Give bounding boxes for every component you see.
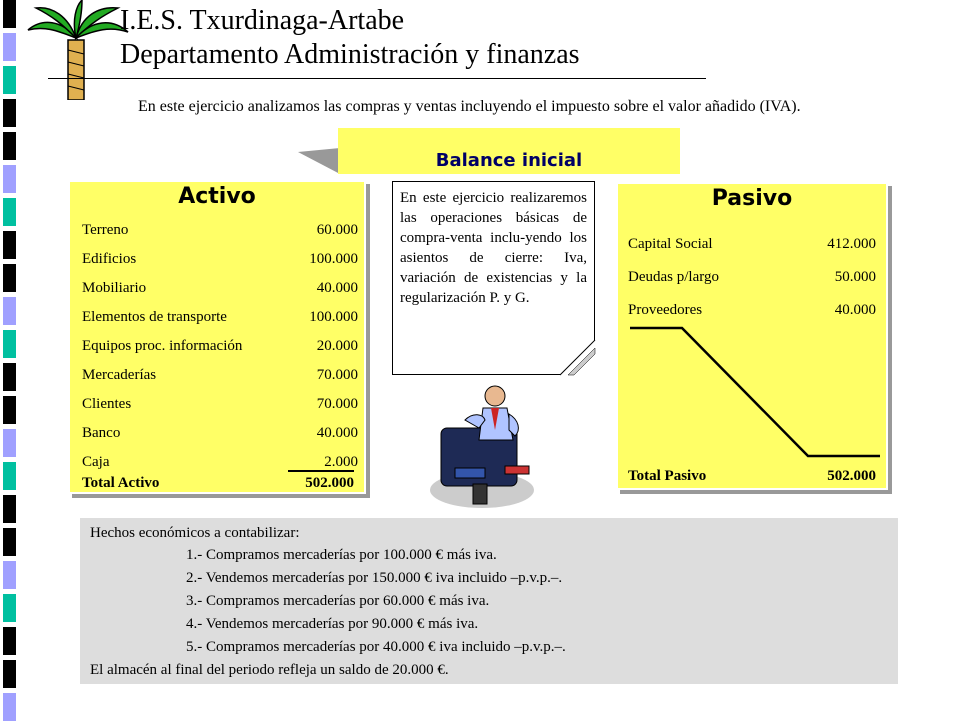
- pasivo-row-value: 40.000: [834, 302, 876, 318]
- activo-row-label: Elementos de transporte: [82, 309, 227, 325]
- hechos-item: 4.- Vendemos mercaderías por 90.000 € más iva.: [186, 616, 479, 632]
- hechos-economicos-box: [80, 518, 898, 684]
- stripe-segment: [3, 594, 16, 622]
- pasivo-row-label: Deudas p/largo: [628, 269, 719, 285]
- pasivo-panel: [616, 182, 888, 490]
- stripe-segment: [3, 693, 16, 721]
- activo-row-value: 70.000: [316, 367, 358, 383]
- pasivo-total-label: Total Pasivo: [628, 468, 707, 484]
- stripe-segment: [3, 165, 16, 193]
- activo-row-value: 2.000: [324, 454, 358, 470]
- activo-row-label: Caja: [82, 454, 110, 470]
- stripe-segment: [3, 330, 16, 358]
- stripe-segment: [3, 198, 16, 226]
- callout-fold-corner: [560, 340, 596, 376]
- activo-row-label: Banco: [82, 425, 121, 441]
- decorative-stripe: [0, 0, 20, 720]
- stripe-segment: [3, 561, 16, 589]
- hechos-footer: El almacén al final del periodo refleja un saldo de 20.000 €.: [90, 662, 449, 678]
- activo-total-value: 502.000: [305, 475, 354, 491]
- businessman-at-desk-icon: [425, 380, 540, 510]
- stripe-segment: [3, 132, 16, 160]
- activo-row-label: Clientes: [82, 396, 132, 412]
- hechos-item: 1.- Compramos mercaderías por 100.000 € más iva.: [186, 547, 497, 563]
- stripe-segment: [3, 495, 16, 523]
- stripe-segment: [3, 297, 16, 325]
- activo-row-label: Mercaderías: [82, 367, 157, 383]
- stripe-segment: [3, 231, 16, 259]
- stripe-segment: [3, 429, 16, 457]
- intro-paragraph: En este ejercicio analizamos las compras y ventas incluyendo el impuesto sobre el valor añadido (IVA).: [138, 98, 801, 115]
- banner-pointer-shape: [298, 148, 340, 176]
- title-line-2: Departamento Administración y finanzas: [120, 39, 580, 70]
- stripe-segment: [3, 264, 16, 292]
- activo-row-value: 20.000: [316, 338, 358, 354]
- pasivo-filler-line: [630, 324, 880, 464]
- activo-row-label: Edificios: [82, 251, 137, 267]
- page-title: [120, 4, 580, 72]
- activo-panel: [68, 180, 366, 494]
- pasivo-row-label: Proveedores: [628, 302, 703, 318]
- activo-row-value: 40.000: [316, 280, 358, 296]
- activo-total-label: Total Activo: [82, 475, 160, 491]
- activo-total-rule: [288, 470, 354, 472]
- activo-row-value: 60.000: [316, 222, 358, 238]
- pasivo-title: Pasivo: [711, 186, 793, 211]
- stripe-segment: [3, 528, 16, 556]
- pasivo-total-value: 502.000: [827, 468, 876, 484]
- stripe-segment: [3, 99, 16, 127]
- activo-title: Activo: [178, 184, 256, 209]
- stripe-segment: [3, 462, 16, 490]
- hechos-item: 2.- Vendemos mercaderías por 150.000 € iva incluido –p.v.p.–.: [186, 570, 563, 586]
- activo-row-label: Equipos proc. información: [82, 338, 243, 354]
- balance-inicial-banner: Balance inicial: [338, 128, 680, 174]
- hechos-item: 5.- Compramos mercaderías por 40.000 € iva incluido –p.v.p.–.: [186, 639, 566, 655]
- callout-note: En este ejercicio realizaremos las operaciones básicas de compra-venta inclu-yendo los asientos de cierre: Iva, variación de existencias y la regularización P. y G.: [392, 181, 595, 375]
- stripe-segment: [3, 66, 16, 94]
- pasivo-row-value: 50.000: [834, 269, 876, 285]
- stripe-segment: [3, 396, 16, 424]
- hechos-item: 3.- Compramos mercaderías por 60.000 € más iva.: [186, 593, 490, 609]
- activo-row-value: 40.000: [316, 425, 358, 441]
- palm-tree-icon: [22, 0, 132, 100]
- stripe-segment: [3, 627, 16, 655]
- title-line-1: I.E.S. Txurdinaga-Artabe: [120, 5, 405, 36]
- pasivo-row-value: 412.000: [827, 236, 876, 252]
- stripe-segment: [3, 0, 16, 28]
- activo-row-value: 70.000: [316, 396, 358, 412]
- activo-row-value: 100.000: [309, 309, 358, 325]
- activo-row-value: 100.000: [309, 251, 358, 267]
- activo-row-label: Terreno: [82, 222, 129, 238]
- title-divider: [48, 78, 706, 79]
- hechos-title: Hechos económicos a contabilizar:: [90, 525, 300, 541]
- stripe-segment: [3, 363, 16, 391]
- pasivo-row-label: Capital Social: [628, 236, 713, 252]
- stripe-segment: [3, 660, 16, 688]
- activo-row-label: Mobiliario: [82, 280, 147, 296]
- stripe-segment: [3, 33, 16, 61]
